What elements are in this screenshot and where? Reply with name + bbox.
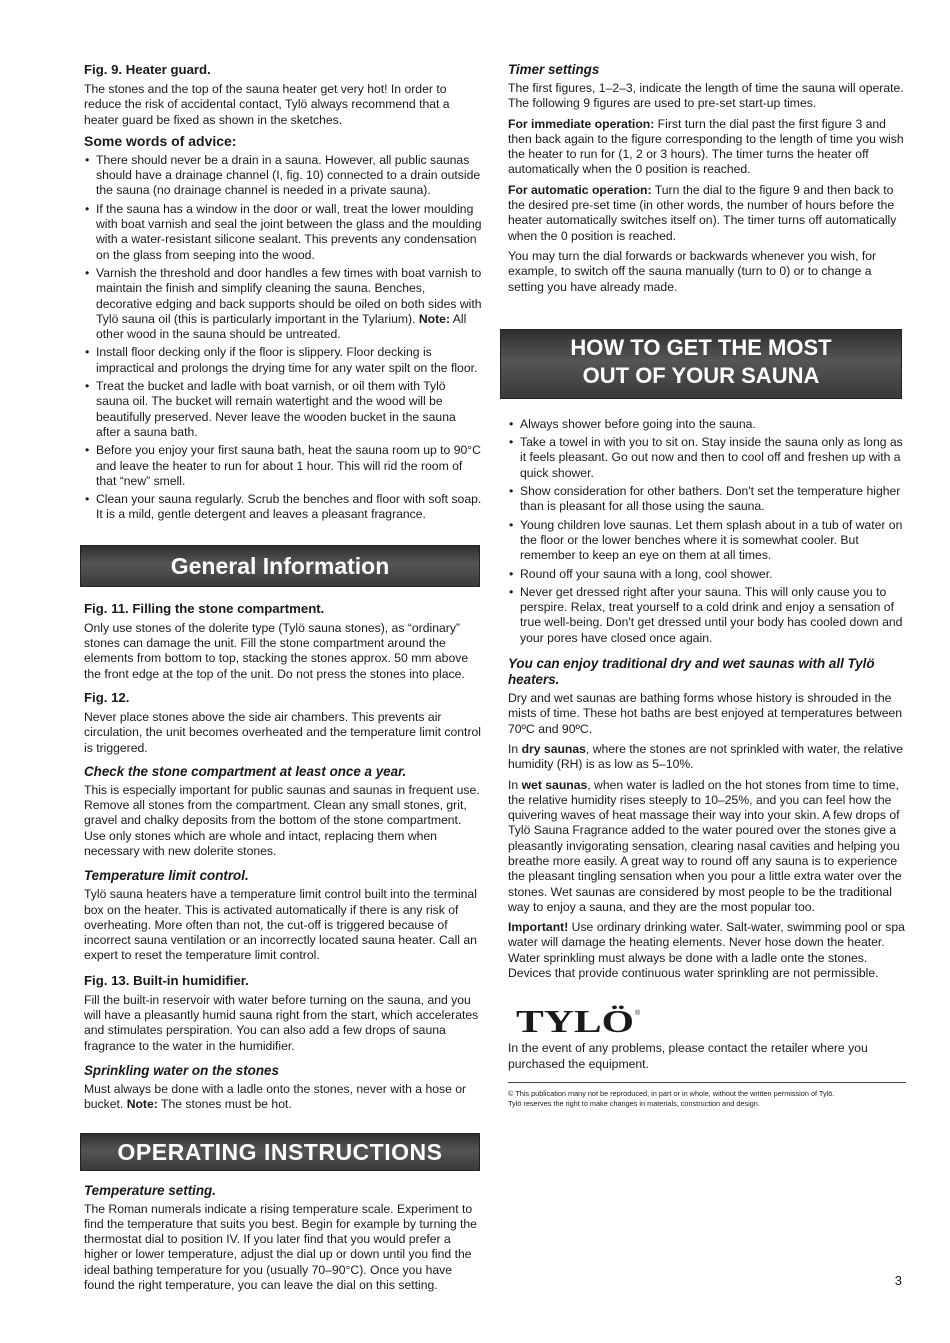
drywet-text: Dry and wet saunas are bathing forms whose history is shrouded in the mists of time. These hot baths are best enjoyed at temperatures between 70ºC and 90ºC. <box>508 691 903 736</box>
banner-line-1: HOW TO GET THE MOST <box>570 334 832 360</box>
advice-list <box>84 153 482 523</box>
retailer-text: In the event of any problems, please contact the retailer where you purchased the equipment. <box>508 1041 868 1071</box>
advice-title: Some words of advice: <box>84 132 237 149</box>
important-text: Important! Use ordinary drinking water. Salt-water, swimming pool or spa water will damage the heating elements. Never hose down the heater. Water sprinkling must always be done with a ladle onte the stones. Devices that provide continuous water sprinkling are not permissible. <box>508 920 905 981</box>
note-label: Note: <box>418 311 451 326</box>
list-item: • Treat the bucket and ladle with boat varnish, or oil them with Tylö sauna oil. The bucket will remain watertight and the wood will be beautifully preserved. Never leave the wooden bucket in the sauna after a sauna bath. <box>84 379 482 440</box>
list-item: • Young children love saunas. Let them splash about in a tub of water on the floor or the lower benches where it is somewhat cooler. But remember to keep an eye on them at all times. <box>508 518 906 564</box>
fig12-title: Fig. 12. <box>84 689 130 705</box>
drywet-title: You can enjoy traditional dry and wet saunas with all Tylö heaters. <box>508 656 875 688</box>
tips-list <box>508 417 906 646</box>
note-text: The stones must be hot. <box>161 1097 292 1112</box>
wet-text: In wet saunas, when water is ladled on the hot stones from time to time, the relative humidity rises steeply to 10–25%, and you can feel how the quivering waves of heat massage their way into your skin. A few drops of Tylö Sauna Fragrance added to the water poured over the stones give a pleasantly invigorating sensation, clearing nasal cavities and helping you breathe more easily. A great way to round off any sauna is to experience the pleasant tingling sensation when you pour a little extra water over the stones. Wet saunas are considered by most people to be the traditional way to enjoy a sauna, and they are the most popular too. <box>508 777 902 914</box>
tempset-text: The Roman numerals indicate a rising temperature scale. Experiment to find the temperature that suits you best. Begin for example by turning the thermostat dial to position IV. If you later find that you would prefer a higher or lower temperature, adjust the dial up or down until you find the ideal bathing temperature for you (usually 70–90°C). Once you have found the right temperature, you can leave the dial on this setting. <box>84 1201 477 1293</box>
timer-text: The first figures, 1–2–3, indicate the length of time the sauna will operate. The following 9 figures are used to pre-set start-up times. <box>508 81 904 111</box>
copyright-line-1: © This publication many not be reproduced, in part or in whole, without the written permission of Tylö. <box>508 1088 835 1098</box>
list-item: • If the sauna has a window in the door or wall, treat the lower moulding with boat varnish and seal the joint between the glass and the moulding with a water-resistant silicone sealant. This prevents any condensation on the glass from seeping into the wood. <box>84 202 482 263</box>
general-information-banner: General Information <box>80 545 480 587</box>
sprinkling-text: Must always be done with a ladle onto the stones, never with a hose or bucket. Note: The stones must be hot. <box>84 1081 467 1112</box>
templimit-text: Tylö sauna heaters have a temperature limit control built into the terminal box on the heater. This is activated automatically if there is any risk of overheating. More often than not, the cut-off is triggered because of incorrect sauna ventilation or an incorrectly located sauna heater. Call an expert to reset the temperature limit control. <box>84 887 477 963</box>
copyright-notice <box>508 1082 906 1109</box>
fig11-title: Fig. 11. Filling the stone compartment. <box>84 600 325 616</box>
list-item: • Varnish the threshold and door handles a few times with boat varnish to maintain the finish and simplify cleaning the sauna. Benches, decorative edging and back supports should be oiled on both sides with Tylö sauna oil (this is particularly important in the Tylarium). Note: All other wood in the sauna should be untreated. <box>84 266 482 342</box>
list-item: • Before you enjoy your first sauna bath, heat the sauna room up to 90°C and leave the heater to run for about 1 hour. This will rid the room of that “new” smell. <box>84 443 482 489</box>
dry-text: In dry saunas, where the stones are not sprinkled with water, the relative humidity (RH) is as low as 5–10%. <box>508 741 903 772</box>
fig11-text: Only use stones of the dolerite type (Tylö sauna stones), as “ordinary” stones can damage the unit. Fill the stone compartment around the elements from bottom to top, stacking the stones approx. 50 mm above the front edge at the top of the unit. Do not press the stones into place. <box>84 620 469 681</box>
list-item: • Always shower before going into the sauna. <box>508 417 906 432</box>
fig13-text: Fill the built-in reservoir with water before turning on the sauna, and you will have a pleasantly humid sauna right from the start, which accelerates and stimulates perspiration. You can also add a few drops of sauna fragrance to the water in the humidifier. <box>84 992 479 1053</box>
svg-text:®: ® <box>635 1010 641 1018</box>
note-label: Note: <box>126 1097 158 1112</box>
fig9-text: The stones and the top of the sauna heater get very hot! In order to reduce the risk of accidental contact, Tylö always recommend that a heater guard be fixed as shown in the sketches. <box>84 82 450 127</box>
svg-text:TYLÖ: TYLÖ <box>516 1005 634 1036</box>
copyright-line-2: Tylö reserves the right to make changes in materials, construction and design. <box>508 1098 760 1108</box>
sprinkling-title: Sprinkling water on the stones <box>84 1062 279 1078</box>
note-text: All other wood in the sauna should be untreated. <box>96 311 467 342</box>
list-item: • There should never be a drain in a sauna. However, all public saunas should have a drainage channel (I, fig. 10) connected to a drain outside the sauna (no drainage channel is needed in a private sauna). <box>84 153 482 199</box>
how-to-banner <box>500 329 902 399</box>
operating-instructions-banner: OPERATING INSTRUCTIONS <box>80 1133 480 1171</box>
check-title: Check the stone compartment at least once a year. <box>84 763 407 779</box>
page-number: 3 <box>894 1273 902 1288</box>
list-item: • Round off your sauna with a long, cool shower. <box>508 567 906 582</box>
list-item: • Clean your sauna regularly. Scrub the benches and floor with soft soap. It is a mild, gentle detergent and leaves a pleasant fragrance. <box>84 492 482 523</box>
templimit-title: Temperature limit control. <box>84 868 249 884</box>
tempset-title: Temperature setting. <box>84 1182 216 1198</box>
list-item: • Install floor decking only if the floor is slippery. Floor decking is impractical and prolongs the drying time for any water spilt on the floor. <box>84 345 482 376</box>
list-item: • Take a towel in with you to sit on. Stay inside the sauna only as long as it feels pleasant. Go out now and then to cool off and freshen up with a quick shower. <box>508 435 906 481</box>
immediate-text: For immediate operation: First turn the dial past the first figure 3 and then back again to the figure corresponding to the length of time you wish the heater to run for (1, 2 or 3 hours). The timer turns the heater off automatically when the 0 position is reached. <box>508 116 904 177</box>
left-column <box>84 62 482 1298</box>
timer-title: Timer settings <box>508 62 600 77</box>
tylo-logo <box>514 1005 906 1036</box>
automatic-text: For automatic operation: Turn the dial to the figure 9 and then back to the desired pre-set time (in other words, the number of hours before the heater automatically switches itself on). The timer turns off automatically when the 0 position is reached. <box>508 182 897 243</box>
list-item: • Never get dressed right after your sauna. This will only cause you to perspire. Relax, treat yourself to a cold drink and enjoy a sensation of true well-being. Don't get dressed until your body has cooled down and your pores have closed once again. <box>508 585 906 646</box>
right-column <box>508 62 906 1109</box>
banner-line-2: OUT OF YOUR SAUNA <box>582 362 820 388</box>
fig9-title: Fig. 9. Heater guard. <box>84 62 211 77</box>
fig13-title: Fig. 13. Built-in humidifier. <box>84 972 249 988</box>
check-text: This is especially important for public saunas and saunas in frequent use. Remove all stones from the compartment. Clean any small stones, grit, gravel and chalky deposits from the bottom of the stone compartment. Use only stones which are whole and intact, replacing them when necessary with new dolerite stones. <box>84 782 480 858</box>
dial-text: You may turn the dial forwards or backwards whenever you wish, for example, to switch off the sauna manually (turn to 0) or to change a setting you have already made. <box>508 248 877 294</box>
list-item: • Show consideration for other bathers. Don't set the temperature higher than is pleasant for all those using the sauna. <box>508 484 906 515</box>
fig12-text: Never place stones above the side air chambers. This prevents air circulation, the unit becomes overheated and the temperature limit control is triggered. <box>84 709 481 755</box>
